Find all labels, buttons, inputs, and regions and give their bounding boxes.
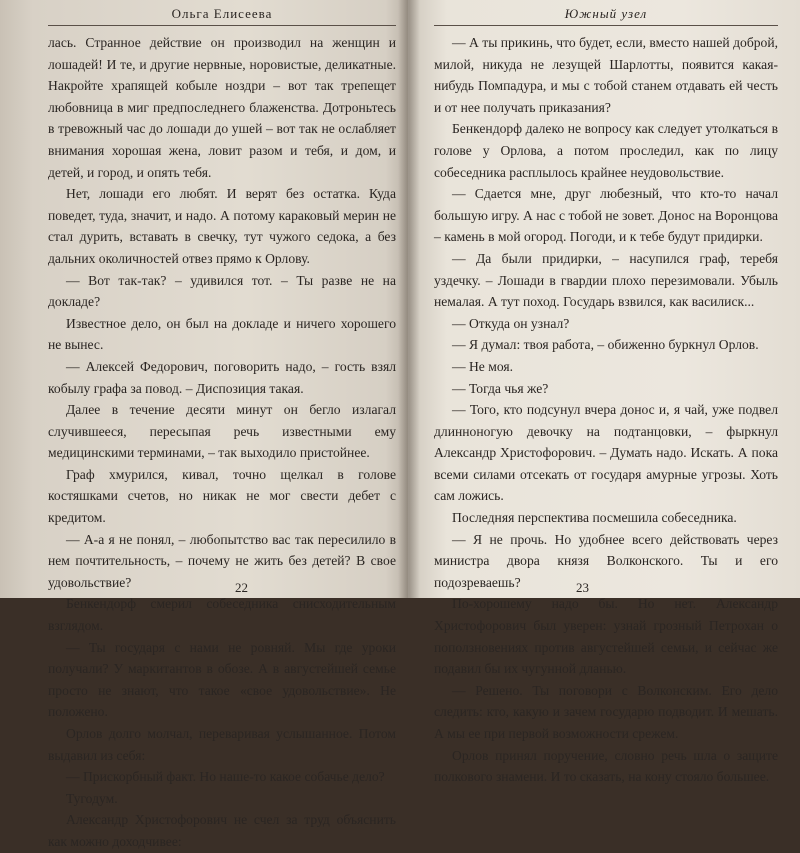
paragraph: — Я думал: твоя работа, – обиженно буркнул Орлов. (452, 337, 759, 353)
paragraph: — Алексей Федорович, поговорить надо, – гость взял кобылу графа за повод. – Диспозиция такая. (48, 358, 396, 396)
paragraph: — Я не прочь. Но удобнее всего действовать через министра двора князя Волконского. Ты и его подозреваешь? (434, 531, 778, 590)
paragraph: — А-а я не понял, – любопытство вас так пересилило в нем почтительность, – почему не жить без детей? В свое удовольствие? (48, 531, 396, 590)
paragraph: Александр Христофорович не счел за труд объяснить как можно доходчивее: (48, 812, 396, 849)
paragraph: Последняя перспектива посмешила собеседника. (452, 510, 737, 526)
paragraph: Граф хмурился, кивал, точно щелкал в голове костяшками счетов, но никак не мог свести дебет с кредитом. (48, 466, 396, 526)
paragraph: Нет, лошади его любят. И верят без остатка. Куда поведет, туда, значит, и надо. А потому караковый мерин не стал дурить, вставать в свечку, тут чужого седока, а без дальних околичностей отвез прямо к Орлову. (48, 186, 396, 266)
right-page-text (434, 32, 778, 788)
paragraph: Орлов долго молчал, переваривая услышанное. Потом выдавил из себя: (48, 726, 396, 763)
paragraph: — Тогда чья же? (452, 380, 549, 396)
running-header-title (434, 6, 778, 26)
paragraph: Тугодум. (66, 790, 118, 806)
paragraph: — Да были придирки, – насупился граф, теребя уздечку. – Лошади в гвардии плохо перезимовали. Убыль немалая. А тут поход. Государь взвился, как василиск... (434, 250, 778, 310)
paragraph: — Решено. Ты поговори с Волконским. Его дело следить: кто, какую и зачем государю подводит. И мешать. А мы ее при первой возможности срежем. (434, 682, 778, 741)
paragraph: лась. Странное действие он производил на женщин и лошадей! И те, и другие нервные, норовистые, деликатные. Накройте храпящей кобыле ноздри – вот так трепещет любовница в миг предпоследнего блаженства. Дотроньтесь в тревожный час до лошади до ушей – вот так не ослабляет внимания хорошая жена, ловит разом и тебя, и дом, и детей, и город, и опять тебя. (48, 35, 396, 180)
paragraph: — Того, кто подсунул вчера донос и, я чай, уже подвел длинноногую девочку на подтанцовки, – фыркнул Александр Христофорович. – Думать надо. Искать. А пока всеми силами отсекать от государя амурные угрозы. Хоть сам ложись. (434, 402, 778, 504)
paragraph: — А ты прикинь, что будет, если, вместо нашей доброй, милой, никуда не лезущей Шарлотты, появится какая-нибудь Помпадура, и мы с тобой станем отдавать ей честь и от нее получать приказания? (434, 35, 778, 115)
paragraph: — Ты государя с нами не ровняй. Мы где уроки получали? У маркитантов в обозе. А в августейшей семье просто не знают, что такое «свое удовольствие». Не положено. (48, 639, 396, 720)
right-page (408, 0, 800, 785)
page-number-right: 23 (576, 580, 589, 595)
left-page-text (48, 32, 396, 853)
paragraph: Орлов принял поручение, словно речь шла о защите полкового знамени. И то сказать, на кону стояло большее. (434, 747, 778, 785)
running-header-title-text: Южный узел (564, 6, 648, 21)
paragraph: — Откуда он узнал? (452, 315, 570, 331)
paragraph: — Вот так-так? – удивился тот. – Ты разве не на докладе? (48, 272, 396, 310)
running-header-author: Ольга Елисеева (48, 6, 396, 26)
paragraph: — Прискорбный факт. Но наше-то какое собачье дело? (66, 769, 385, 785)
paragraph: По-хорошему надо бы. Но нет. Александр Христофорович был уверен: узнай грозный Петрохан о поползновениях против августейшей семьи, и сейчас же подавил бы их чугунной дланью. (434, 596, 778, 677)
paragraph: — Сдается мне, друг любезный, что кто-то начал большую игру. А нас с тобой не зовет. Донос на Воронцова – камень в мой огород. Погоди, и к тебе будут придирки. (434, 186, 778, 245)
paragraph: — Не моя. (452, 358, 514, 374)
paragraph: Далее в течение десяти минут он бегло излагал случившееся, пересыпая речь известными ему медицинскими терминами, – так выходило пристойнее. (48, 402, 396, 461)
paragraph: Известное дело, он был на докладе и ничего хорошего не вынес. (48, 315, 396, 353)
page-number-left: 22 (235, 580, 248, 595)
paragraph: Бенкендорф далеко не вопросу как следует утолкаться в голове у Орлова, а потом проследил, как по лицу собеседника расплылось крайнее неудовольствие. (434, 121, 778, 180)
paragraph: Бенкендорф смерил собеседника снисходительным взглядом. (48, 596, 396, 634)
